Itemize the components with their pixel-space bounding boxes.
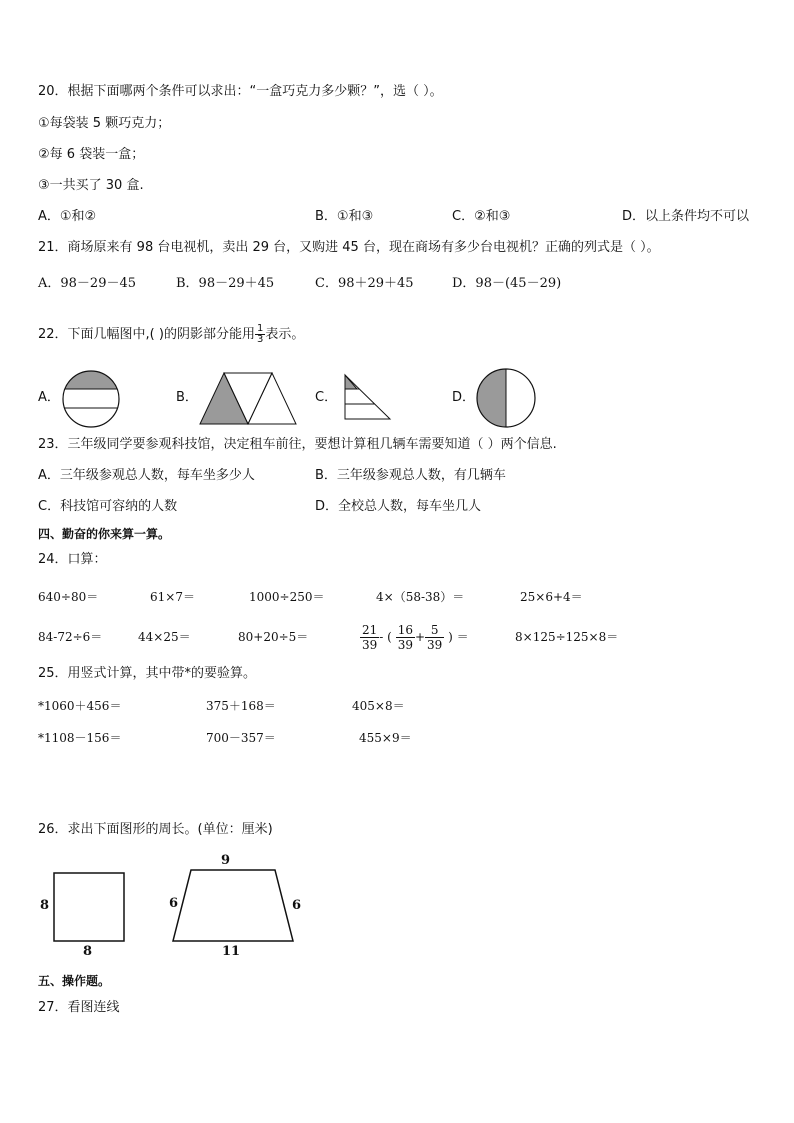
left-paren: ( bbox=[387, 630, 392, 644]
q25-item: 455×9＝ bbox=[359, 731, 412, 745]
square-bottom-label: 8 bbox=[83, 944, 93, 959]
q26-stem: 26．求出下面图形的周长。(单位：厘米) bbox=[38, 822, 273, 837]
trapezoid-bottom-label: 11 bbox=[222, 944, 241, 959]
q22-fraction-numerator: 1 bbox=[256, 323, 264, 334]
q20-condition-3: ③一共买了 30 盒. bbox=[38, 178, 144, 193]
q23-option-b[interactable]: B．三年级参观总人数，有几辆车 bbox=[315, 468, 506, 483]
numerator: 5 bbox=[425, 623, 444, 638]
q23-stem: 23．三年级同学要参观科技馆，决定租车前往，要想计算租几辆车需要知道（ ）两个信息. bbox=[38, 437, 557, 452]
section-4-heading: 四、勤奋的你来算一算。 bbox=[38, 527, 171, 541]
q21-stem: 21．商场原来有 98 台电视机，卖出 29 台，又购进 45 台，现在商场有多少台电视机？正确的列式是（ ）。 bbox=[38, 240, 660, 255]
q20-condition-1: ①每袋装 5 颗巧克力； bbox=[38, 116, 171, 131]
denominator: 39 bbox=[397, 638, 413, 652]
q21-option-b[interactable]: B．98－29＋45 bbox=[176, 276, 275, 291]
trapezoid-figure bbox=[171, 869, 295, 943]
section-5-heading: 五、操作题。 bbox=[38, 974, 111, 988]
q24-item: 84-72÷6＝ bbox=[38, 630, 103, 644]
q22-stem-pre: 22．下面几幅图中,( )的阴影部分能用 bbox=[38, 327, 255, 342]
q22-option-a-label[interactable]: A． bbox=[38, 390, 60, 405]
q23-option-c[interactable]: C．科技馆可容纳的人数 bbox=[38, 499, 178, 514]
q24-stem: 24．口算： bbox=[38, 552, 107, 567]
q21-option-a[interactable]: A．98－29－45 bbox=[38, 276, 137, 291]
numerator: 16 bbox=[397, 623, 413, 637]
q24-item: 25×6+4＝ bbox=[520, 590, 583, 604]
q25-item: 375＋168＝ bbox=[206, 699, 276, 713]
q21-option-c[interactable]: C．98＋29＋45 bbox=[315, 276, 414, 291]
q23-option-a[interactable]: A．三年级参观总人数，每车坐多少人 bbox=[38, 468, 255, 483]
q22-fraction bbox=[255, 324, 265, 345]
q20-option-b[interactable]: B．①和③ bbox=[315, 209, 374, 224]
denominator: 39 bbox=[362, 638, 378, 652]
plus-sign: + bbox=[414, 630, 426, 644]
equals-sign: ＝ bbox=[456, 630, 469, 644]
denominator: 39 bbox=[427, 638, 443, 652]
q25-stem: 25．用竖式计算，其中带*的要验算。 bbox=[38, 666, 257, 681]
trapezoid-right-label: 6 bbox=[292, 898, 302, 913]
q25-item: *1060＋456＝ bbox=[38, 699, 122, 713]
fraction bbox=[360, 623, 379, 652]
q20-condition-2: ②每 6 袋装一盒； bbox=[38, 147, 145, 162]
q24-item: 44×25＝ bbox=[138, 630, 191, 644]
q22-stem bbox=[38, 320, 304, 350]
q24-item: 640÷80＝ bbox=[38, 590, 99, 604]
square-figure bbox=[53, 872, 125, 942]
q24-fraction-expression bbox=[360, 618, 469, 656]
q20-option-d[interactable]: D．以上条件均不可以 bbox=[622, 209, 750, 224]
q20-stem: 20．根据下面哪两个条件可以求出：“一盒巧克力多少颗？”，选（ ）。 bbox=[38, 84, 443, 99]
minus-sign: - bbox=[379, 630, 384, 644]
q27-stem: 27．看图连线 bbox=[38, 1000, 120, 1015]
q22-figure-d[interactable] bbox=[476, 368, 536, 428]
q24-item: 4×（58-38）＝ bbox=[376, 590, 465, 604]
q23-option-d[interactable]: D．全校总人数，每车坐几人 bbox=[315, 499, 482, 514]
q22-option-c-label[interactable]: C． bbox=[315, 390, 338, 405]
q22-figure-a[interactable] bbox=[62, 370, 120, 428]
right-paren: ) bbox=[448, 630, 453, 644]
square-left-label: 8 bbox=[40, 898, 50, 913]
q20-option-c[interactable]: C．②和③ bbox=[452, 209, 511, 224]
q22-stem-post: 表示。 bbox=[265, 327, 305, 342]
fraction bbox=[425, 623, 444, 652]
q25-item: 700－357＝ bbox=[206, 731, 276, 745]
trapezoid-top-label: 9 bbox=[221, 853, 231, 868]
q25-item: 405×8＝ bbox=[352, 699, 405, 713]
q24-item: 8×125÷125×8＝ bbox=[515, 630, 619, 644]
fraction bbox=[396, 623, 415, 652]
q22-figure-c[interactable] bbox=[344, 374, 392, 420]
q21-option-d[interactable]: D．98－(45－29) bbox=[452, 276, 562, 291]
q24-item: 61×7＝ bbox=[150, 590, 195, 604]
q22-figure-b[interactable] bbox=[199, 372, 297, 426]
trapezoid-left-label: 6 bbox=[169, 896, 179, 911]
numerator: 21 bbox=[362, 623, 378, 637]
q24-item: 1000÷250＝ bbox=[249, 590, 325, 604]
q20-option-a[interactable]: A．①和② bbox=[38, 209, 97, 224]
q22-fraction-denominator: 3 bbox=[256, 334, 264, 345]
q24-item: 80+20÷5＝ bbox=[238, 630, 309, 644]
q22-option-b-label[interactable]: B． bbox=[176, 390, 198, 405]
q22-option-d-label[interactable]: D． bbox=[452, 390, 476, 405]
q25-item: *1108－156＝ bbox=[38, 731, 122, 745]
